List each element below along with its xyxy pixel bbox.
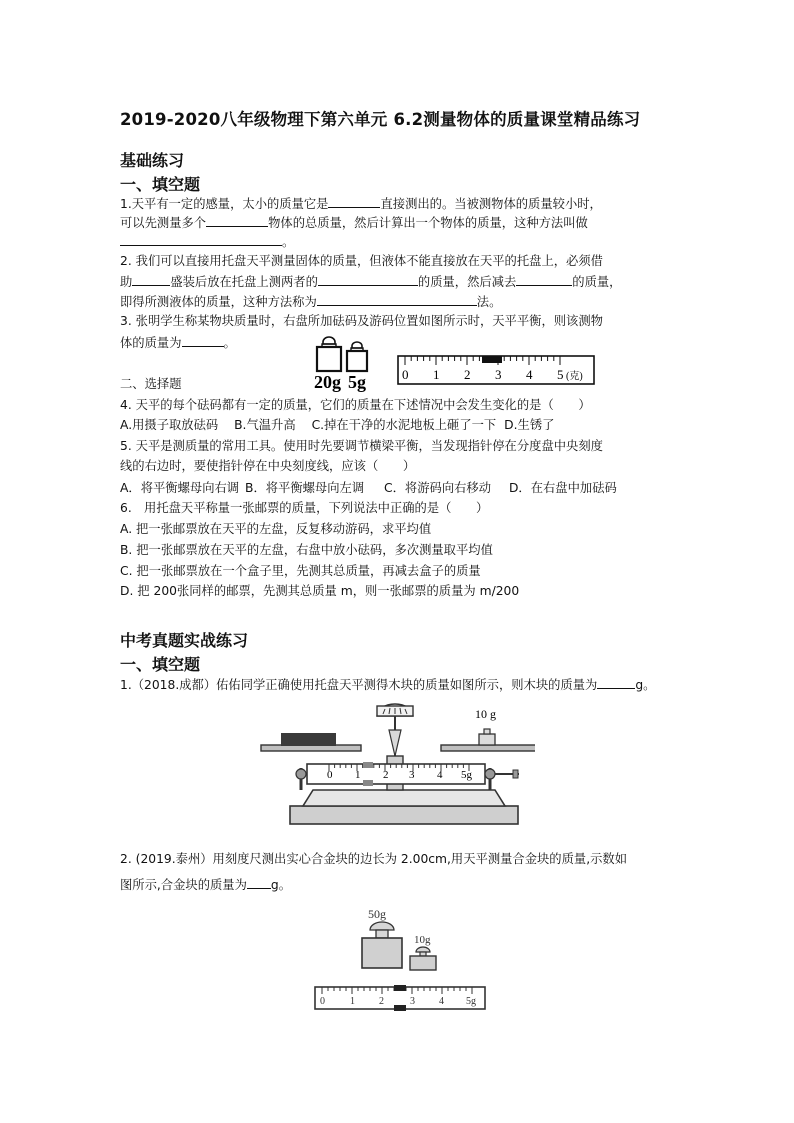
tick-label: 5g (466, 996, 476, 1007)
question-5-options (120, 480, 617, 496)
question-text: g。 (635, 678, 656, 692)
option-a[interactable]: A.用摄子取放砝码 (120, 418, 219, 432)
answer-blank[interactable] (182, 334, 224, 347)
tick-label: 3 (410, 996, 415, 1007)
tick-label: 1 (433, 367, 440, 382)
question-text: 体的质量为 (120, 336, 182, 350)
question-5-line-1: 5. 天平是测质量的常用工具。使用时先要调节横梁平衡，当发现指针停在分度盘中央刻度 (120, 439, 603, 453)
exam-question-2-line-1: 2. (2019.泰州）用刻度尺测出实心合金块的边长为 2.00cm,用天平测量合金块的质量,示数如 (120, 852, 627, 866)
answer-blank[interactable] (318, 273, 418, 286)
right-pan (441, 745, 535, 751)
question-text: 即得所测液体的质量，这种方法称为 (120, 295, 317, 309)
answer-blank[interactable] (120, 233, 282, 246)
question-3-line-1: 3. 张明学生称某物块质量时，右盘所加砝码及游码位置如图所示时，天平平衡，则该测物 (120, 314, 603, 328)
option-d[interactable]: D．在右盘中加砝码 (508, 481, 617, 495)
rider-marker (482, 356, 502, 363)
question-6-option-b[interactable]: B. 把一张邮票放在天平的左盘，右盘中放小砝码，多次测量取平均值 (120, 543, 493, 557)
question-text: 1.天平有一定的感量，太小的质量它是 (120, 197, 329, 211)
tick-label: 4 (526, 367, 533, 382)
question-1-line-2 (120, 214, 588, 231)
tick-label: 4 (437, 769, 443, 781)
question-4-options (120, 417, 554, 433)
fill-in-heading: 一、填空题 (120, 175, 201, 194)
answer-blank[interactable] (206, 214, 268, 227)
question-text: 直接测出的。当被测物体的质量较小时， (380, 197, 602, 211)
fill-in-heading: 一、填空题 (120, 655, 201, 674)
question-2-line-2 (120, 273, 621, 290)
tick-label: 2 (379, 996, 384, 1007)
question-1-line-1 (120, 195, 602, 212)
section-heading-exam: 中考真题实战练习 (120, 631, 249, 650)
question-text: 的质量， (572, 275, 622, 289)
weight-label: 10g (414, 934, 431, 946)
answer-blank[interactable] (597, 676, 635, 689)
tick-label: 1 (355, 769, 361, 781)
weight-label: 10 g (475, 707, 496, 721)
weight-5g-icon (347, 342, 367, 371)
weight-10g-icon (410, 947, 436, 970)
question-text: 物体的总质量，然后计算出一个物体的质量，这种方法叫做 (268, 216, 588, 230)
question-text: 1.（2018.成都）佑佑同学正确使用托盘天平测得木块的质量如图所示，则木块的质量为 (120, 678, 598, 692)
balance-nut-icon (296, 769, 306, 779)
question-4: 4. 天平的每个砝码都有一定的质量，它们的质量在下述情况中会发生变化的是（ ） (120, 398, 591, 412)
question-text: 盛装后放在托盘上测两者的 (170, 275, 318, 289)
question-2-line-3 (120, 293, 501, 310)
exam-question-1 (120, 676, 655, 693)
rider-marker (363, 780, 373, 786)
unit-label: (克) (566, 371, 583, 382)
scale-dial-icon (377, 704, 413, 756)
tick-label: 0 (402, 367, 409, 382)
figure-weights-scale-2 (310, 904, 490, 1016)
weight-label: 50g (368, 907, 386, 921)
answer-blank[interactable] (328, 195, 380, 208)
question-text: 。 (282, 235, 295, 249)
question-5-line-2: 线的右边时，要使指针停在中央刻度线，应该（ ） (120, 459, 416, 473)
question-text: 图所示,合金块的质量为 (120, 878, 247, 892)
question-6-option-d[interactable]: D. 把 200张同样的邮票，先测其总质量 m，则一张邮票的质量为 m/200 (120, 584, 520, 598)
balance-base (290, 806, 518, 824)
figure-weights-scale (310, 336, 600, 392)
question-1-line-3 (120, 233, 294, 250)
exam-question-2-line-2 (120, 876, 291, 893)
tick-label: 2 (464, 367, 471, 382)
tick-label: 5g (461, 769, 472, 781)
question-text: 可以先测量多个 (120, 216, 207, 230)
page-title: 2019-2020八年级物理下第六单元 6.2测量物体的质量课堂精品练习 (120, 110, 641, 129)
question-text: 的质量，然后减去 (417, 275, 517, 289)
option-a[interactable]: A．将平衡螺母向右调 (120, 481, 240, 495)
tick-label: 4 (439, 996, 444, 1007)
tick-label: 0 (320, 996, 325, 1007)
tick-label: 2 (383, 769, 389, 781)
rider-marker (394, 1005, 406, 1011)
answer-blank[interactable] (317, 293, 477, 306)
weight-label: 20g (314, 372, 341, 392)
weight-10g-icon (479, 729, 495, 745)
answer-blank[interactable] (132, 273, 170, 286)
question-text: g。 (270, 878, 291, 892)
tick-label: 1 (350, 996, 355, 1007)
figure-balance (255, 700, 535, 828)
option-b[interactable]: B．将平衡螺母向左调 (245, 481, 365, 495)
balance-nut-icon (485, 769, 495, 779)
choice-heading: 二、选择题 (120, 377, 182, 391)
weight-label: 5g (348, 372, 366, 392)
weight-20g-icon (317, 337, 341, 371)
section-heading-basic: 基础练习 (120, 151, 185, 170)
question-text: 法。 (476, 295, 502, 309)
tick-label: 3 (495, 367, 502, 382)
tick-label: 0 (327, 769, 333, 781)
tick-label: 5 (557, 367, 564, 382)
option-c[interactable]: C．将游码向右移动 (384, 481, 492, 495)
weight-50g-icon (362, 922, 402, 968)
wood-block (281, 733, 336, 746)
question-3-line-2 (120, 334, 236, 351)
option-d[interactable]: D.生锈了 (504, 418, 555, 432)
answer-blank[interactable] (516, 273, 572, 286)
question-text: 助 (120, 275, 133, 289)
rider-marker (363, 762, 373, 768)
answer-blank[interactable] (247, 876, 271, 889)
rider-marker (394, 985, 406, 991)
question-6-option-c[interactable]: C. 把一张邮票放在一个盒子里，先测其总质量，再减去盒子的质量 (120, 564, 481, 578)
tick-label: 3 (409, 769, 415, 781)
rider-scale (398, 356, 594, 384)
question-text: 。 (223, 336, 236, 350)
question-2-line-1: 2. 我们可以直接用托盘天平测量固体的质量，但液体不能直接放在天平的托盘上，必须借 (120, 254, 603, 268)
question-6-option-a[interactable]: A. 把一张邮票放在天平的左盘，反复移动游码，求平均值 (120, 522, 432, 536)
option-b[interactable]: B.气温升高 (234, 418, 296, 432)
question-6: 6. 用托盘天平称量一张邮票的质量，下列说法中正确的是（ ） (120, 501, 489, 515)
option-c[interactable]: C.掉在干净的水泥地板上砸了一下 (311, 418, 497, 432)
balance-platform (303, 790, 505, 806)
